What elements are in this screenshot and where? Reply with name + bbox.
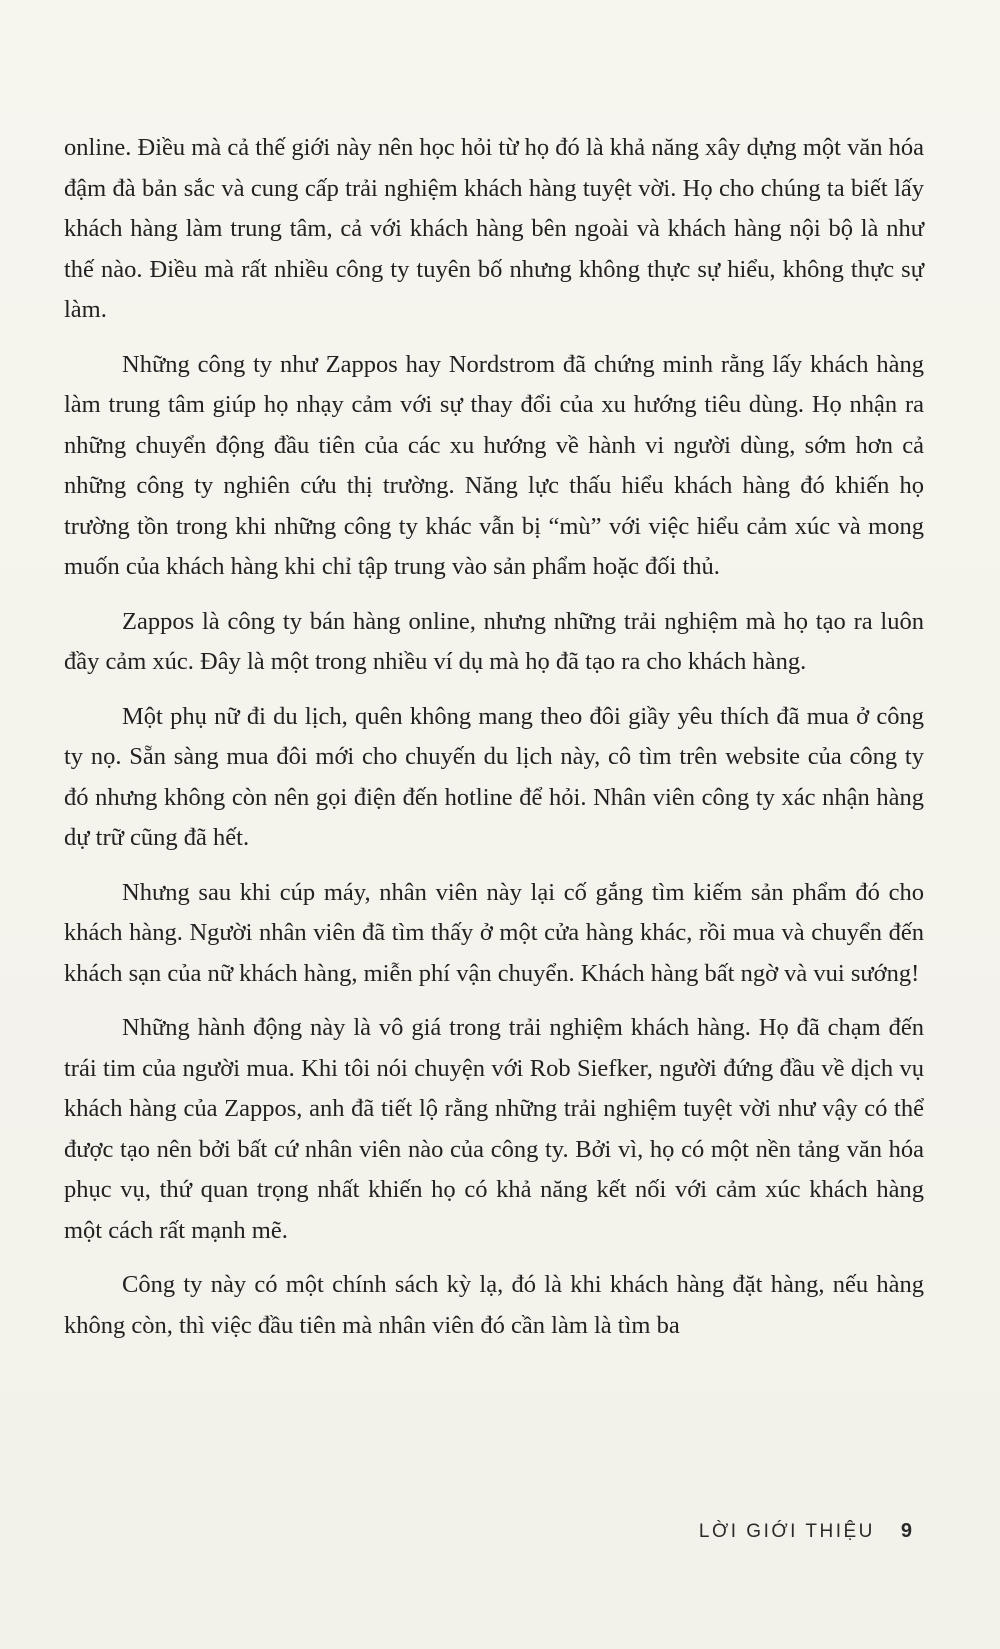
body-text: [64, 128, 924, 1360]
section-title: LỜI GIỚI THIỆU: [698, 1521, 875, 1542]
paragraph-3: Zappos là công ty bán hàng online, nhưng những trải nghiệm mà họ tạo ra luôn đầy cảm xúc. Đây là một trong nhiều ví dụ mà họ đã tạo ra cho khách hàng.: [64, 607, 924, 675]
paragraph-1: online. Điều mà cả thế giới này nên học hỏi từ họ đó là khả năng xây dựng một văn hóa đậm đà bản sắc và cung cấp trải nghiệm khách hàng tuyệt vời. Họ cho chúng ta biết lấy khách hàng làm trung tâm, cả với khách hàng bên ngoài và khách hàng nội bộ là như thế nào. Điều mà rất nhiều công ty tuyên bố nhưng không thực sự hiểu, không thực sự làm.: [64, 134, 924, 323]
page-number: 9: [900, 1520, 912, 1542]
paragraph-7: Công ty này có một chính sách kỳ lạ, đó là khi khách hàng đặt hàng, nếu hàng không còn, thì việc đầu tiên mà nhân viên đó cần làm là tìm ba: [64, 1271, 924, 1339]
paragraph-6: Những hành động này là vô giá trong trải nghiệm khách hàng. Họ đã chạm đến trái tim của người mua. Khi tôi nói chuyện với Rob Siefker, người đứng đầu về dịch vụ khách hàng của Zappos, anh đã tiết lộ rằng những trải nghiệm tuyệt vời như vậy có thể được tạo nên bởi bất cứ nhân viên nào của công ty. Bởi vì, họ có một nền tảng văn hóa phục vụ, thứ quan trọng nhất khiến họ có khả năng kết nối với cảm xúc khách hàng một cách rất mạnh mẽ.: [64, 1014, 924, 1244]
page-footer: [699, 1520, 912, 1543]
paragraph-4: Một phụ nữ đi du lịch, quên không mang theo đôi giầy yêu thích đã mua ở công ty nọ. Sẵn sàng mua đôi mới cho chuyến du lịch này, cô tìm trên website của công ty đó nhưng không còn nên gọi điện đến hotline để hỏi. Nhân viên công ty xác nhận hàng dự trữ cũng đã hết.: [64, 702, 924, 851]
paragraph-2: Những công ty như Zappos hay Nordstrom đã chứng minh rằng lấy khách hàng làm trung tâm giúp họ nhạy cảm với sự thay đổi của xu hướng tiêu dùng. Họ nhận ra những chuyển động đầu tiên của các xu hướng về hành vi người dùng, sớm hơn cả những công ty nghiên cứu thị trường. Năng lực thấu hiểu khách hàng đó khiến họ trường tồn trong khi những công ty khác vẫn bị “mù” với việc hiểu cảm xúc và mong muốn của khách hàng khi chỉ tập trung vào sản phẩm hoặc đối thủ.: [64, 350, 924, 580]
paragraph-5: Nhưng sau khi cúp máy, nhân viên này lại cố gắng tìm kiếm sản phẩm đó cho khách hàng. Người nhân viên đã tìm thấy ở một cửa hàng khác, rồi mua và chuyển đến khách sạn của nữ khách hàng, miễn phí vận chuyển. Khách hàng bất ngờ và vui sướng!: [64, 878, 924, 987]
